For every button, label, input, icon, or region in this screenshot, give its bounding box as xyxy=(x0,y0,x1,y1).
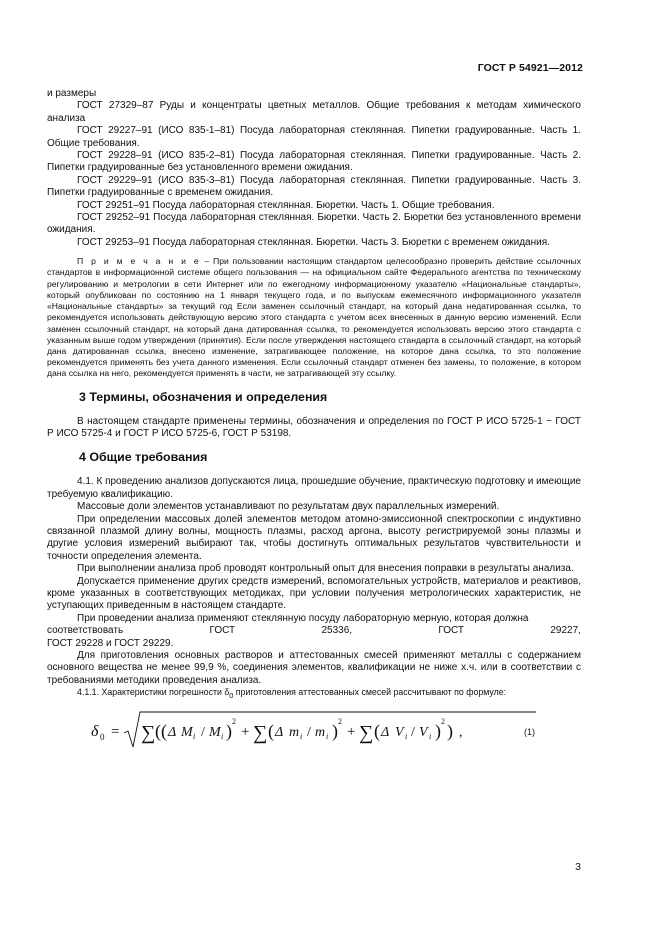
ref-gost-29253: ГОСТ 29253–91 Посуда лабораторная стеклянная. Бюретки. Часть 3. Бюретки с временем ожидания. xyxy=(77,236,550,248)
note-paragraph xyxy=(47,256,581,379)
paragraph-4-1-1: 4.1.1. Характеристики погрешности $\delta_0$ приготовления аттестованных смесей рассчитывают по формуле: xyxy=(77,687,507,700)
formula-equals: = xyxy=(111,723,120,740)
svg-text:/: / xyxy=(201,724,205,740)
formula-number: (1) xyxy=(524,726,535,737)
paragraph-icp-conditions: При определении массовых долей элементов методом атомно-эмиссионной спектроскопии с индуктивно связанной плазмой длину волны, мощность плазмы, расход аргона, высоту регистрируемой зоны плазмы и другие условия измерений выбирают так, чтобы достигнуть оптимальных результатов чувствительности и точности определения элемента. xyxy=(47,513,581,562)
paragraph-metals: Для приготовления основных растворов и аттестованных смесей применяют металлы с содержанием основного вещества не менее 99,9 %, соединения элементов, квалификации не ниже х.ч. или в соответствии с требованиями методики проведения анализа. xyxy=(47,650,581,686)
svg-text:i: i xyxy=(221,731,224,741)
svg-text:): ) xyxy=(435,720,441,741)
svg-text:/: / xyxy=(411,724,415,740)
formula-1 xyxy=(47,709,581,753)
svg-text:∑: ∑ xyxy=(253,721,268,744)
svg-text:2: 2 xyxy=(338,716,342,726)
svg-text:i: i xyxy=(429,731,432,741)
svg-text:m: m xyxy=(315,724,326,740)
section-3-title: 3 Термины, обозначения и определения xyxy=(79,389,328,404)
svg-text:m: m xyxy=(289,724,300,740)
ref-gost-29252: ГОСТ 29252–91 Посуда лабораторная стеклянная. Бюретки. Часть 2. Бюретки без установленного времени ожидания. xyxy=(47,212,581,236)
ref-gost-27329: ГОСТ 27329–87 Руды и концентраты цветных металлов. Общие требования к методам химического анализа xyxy=(47,100,581,124)
svg-text:(: ( xyxy=(155,720,161,741)
svg-text:∑: ∑ xyxy=(359,721,374,744)
ref-gost-29228: ГОСТ 29228–91 (ИСО 835-2–81) Посуда лабораторная стеклянная. Пипетки градуированные. Часть 2. Пипетки градуированные без установленного времени ожидания. xyxy=(47,150,581,174)
note-label: П р и м е ч а н и е xyxy=(77,256,201,267)
svg-text:,: , xyxy=(459,724,463,740)
svg-text:+: + xyxy=(241,723,250,740)
svg-text:M: M xyxy=(181,724,193,740)
glassware-standards-line: соответствовать ГОСТ 25336, ГОСТ 29227, xyxy=(47,625,581,637)
svg-text:i: i xyxy=(300,731,303,741)
svg-text:Δ: Δ xyxy=(168,724,177,740)
svg-text:/: / xyxy=(307,724,311,740)
svg-text:i: i xyxy=(193,731,196,741)
formula-lhs: δ xyxy=(91,722,99,740)
formula-lhs-sub: 0 xyxy=(100,731,105,742)
formula-delta0 xyxy=(91,709,541,753)
note-text: – При пользовании настоящим стандартом целесообразно проверить действие ссылочных стандартов в информационной системе общего пользования — на официальном сайте Федерального агентства по техническому регулированию и метрологии в сети Интернет или по ежегодному информационному указателю «Национальные стандарты», который опубликован по состоянию на 1 января текущего года, и по выпускам ежемесячного информационного указателя «Национальные стандарты» за текущий год Если заменен ссылочный стандарт, на который дана недатированная ссылка, то рекомендуется использовать действующую версию этого стандарта с учетом всех внесенных в данную версию изменений. Если заменен ссылочный стандарт, на который дана датированная ссылка, то рекомендуется использовать версию этого стандарта с указанным выше годом утверждения (принятия). Если после утверждения настоящего стандарта в ссылочный стандарт, на который дана датированная ссылка, внесено изменение, затрагивающее положение, на которое дана ссылка, то это положение рекомендуется применять без учета данного изменения. Если ссылочный стандарт отменен без замены, то положение, в котором дана ссылка на него, рекомендуется применять в части, не затрагивающей эту ссылку. xyxy=(47,256,582,379)
ref-gost-29229: ГОСТ 29229–91 (ИСО 835-3–81) Посуда лабораторная стеклянная. Пипетки градуированные. Часть 3. Пипетки градуированные с временем ожидания. xyxy=(47,174,581,199)
svg-text:(: ( xyxy=(161,720,167,741)
svg-text:): ) xyxy=(332,720,338,741)
page-number: 3 xyxy=(575,861,581,873)
paragraph-mass-fractions: Массовые доли элементов устанавливают по результатам двух параллельных измерений. xyxy=(77,501,500,513)
paragraph-control-test: При выполнении анализа проб проводят контрольный опыт для внесения поправки в результаты анализа. xyxy=(77,563,574,575)
svg-text:∑: ∑ xyxy=(141,721,156,744)
svg-text:(: ( xyxy=(268,720,274,741)
section-3-text: В настоящем стандарте применены термины, обозначения и определения по ГОСТ Р ИСО 5725-1 − ГОСТ Р ИСО 5725-4 и ГОСТ Р ИСО 5725-6, ГОСТ Р 53198. xyxy=(47,415,581,439)
paragraph-other-means: Допускается применение других средств измерений, вспомогательных устройств, материалов и реактивов, кроме указанных в соответствующих методиках, при условии получения метрологических характеристик, не уступающих приведенным в настоящем стандарте. xyxy=(47,575,581,612)
ref-continuation: и размеры xyxy=(47,88,97,99)
svg-text:2: 2 xyxy=(441,716,445,726)
svg-text:): ) xyxy=(447,720,453,741)
section-4-title: 4 Общие требования xyxy=(79,450,208,465)
page-content xyxy=(47,88,581,753)
svg-text:i: i xyxy=(405,731,408,741)
ref-gost-29227: ГОСТ 29227–91 (ИСО 835-1–81) Посуда лабораторная стеклянная. Пипетки градуированные. Часть 1. Общие требования. xyxy=(47,125,581,149)
paragraph-4-1: 4.1. К проведению анализов допускаются лица, прошедшие обучение, практическую подготовку и имеющие требуемую квалификацию. xyxy=(47,476,581,500)
paragraph-glassware: При проведении анализа применяют стеклянную посуду лабораторную мерную, которая должна xyxy=(77,612,529,624)
svg-text:2: 2 xyxy=(232,716,236,726)
svg-text:V: V xyxy=(419,724,428,740)
svg-text:M: M xyxy=(209,724,221,740)
svg-text:Δ: Δ xyxy=(381,724,390,740)
svg-text:+: + xyxy=(347,723,356,740)
svg-text:V: V xyxy=(395,724,404,740)
svg-text:): ) xyxy=(226,720,232,741)
glassware-standards-tail: ГОСТ 29228 и ГОСТ 29229. xyxy=(47,637,174,649)
svg-text:Δ: Δ xyxy=(275,724,284,740)
document-code: ГОСТ Р 54921—2012 xyxy=(477,62,583,74)
svg-text:(: ( xyxy=(374,720,380,741)
svg-text:i: i xyxy=(326,731,329,741)
ref-gost-29251: ГОСТ 29251–91 Посуда лабораторная стеклянная. Бюретки. Часть 1. Общие требования. xyxy=(77,199,495,211)
